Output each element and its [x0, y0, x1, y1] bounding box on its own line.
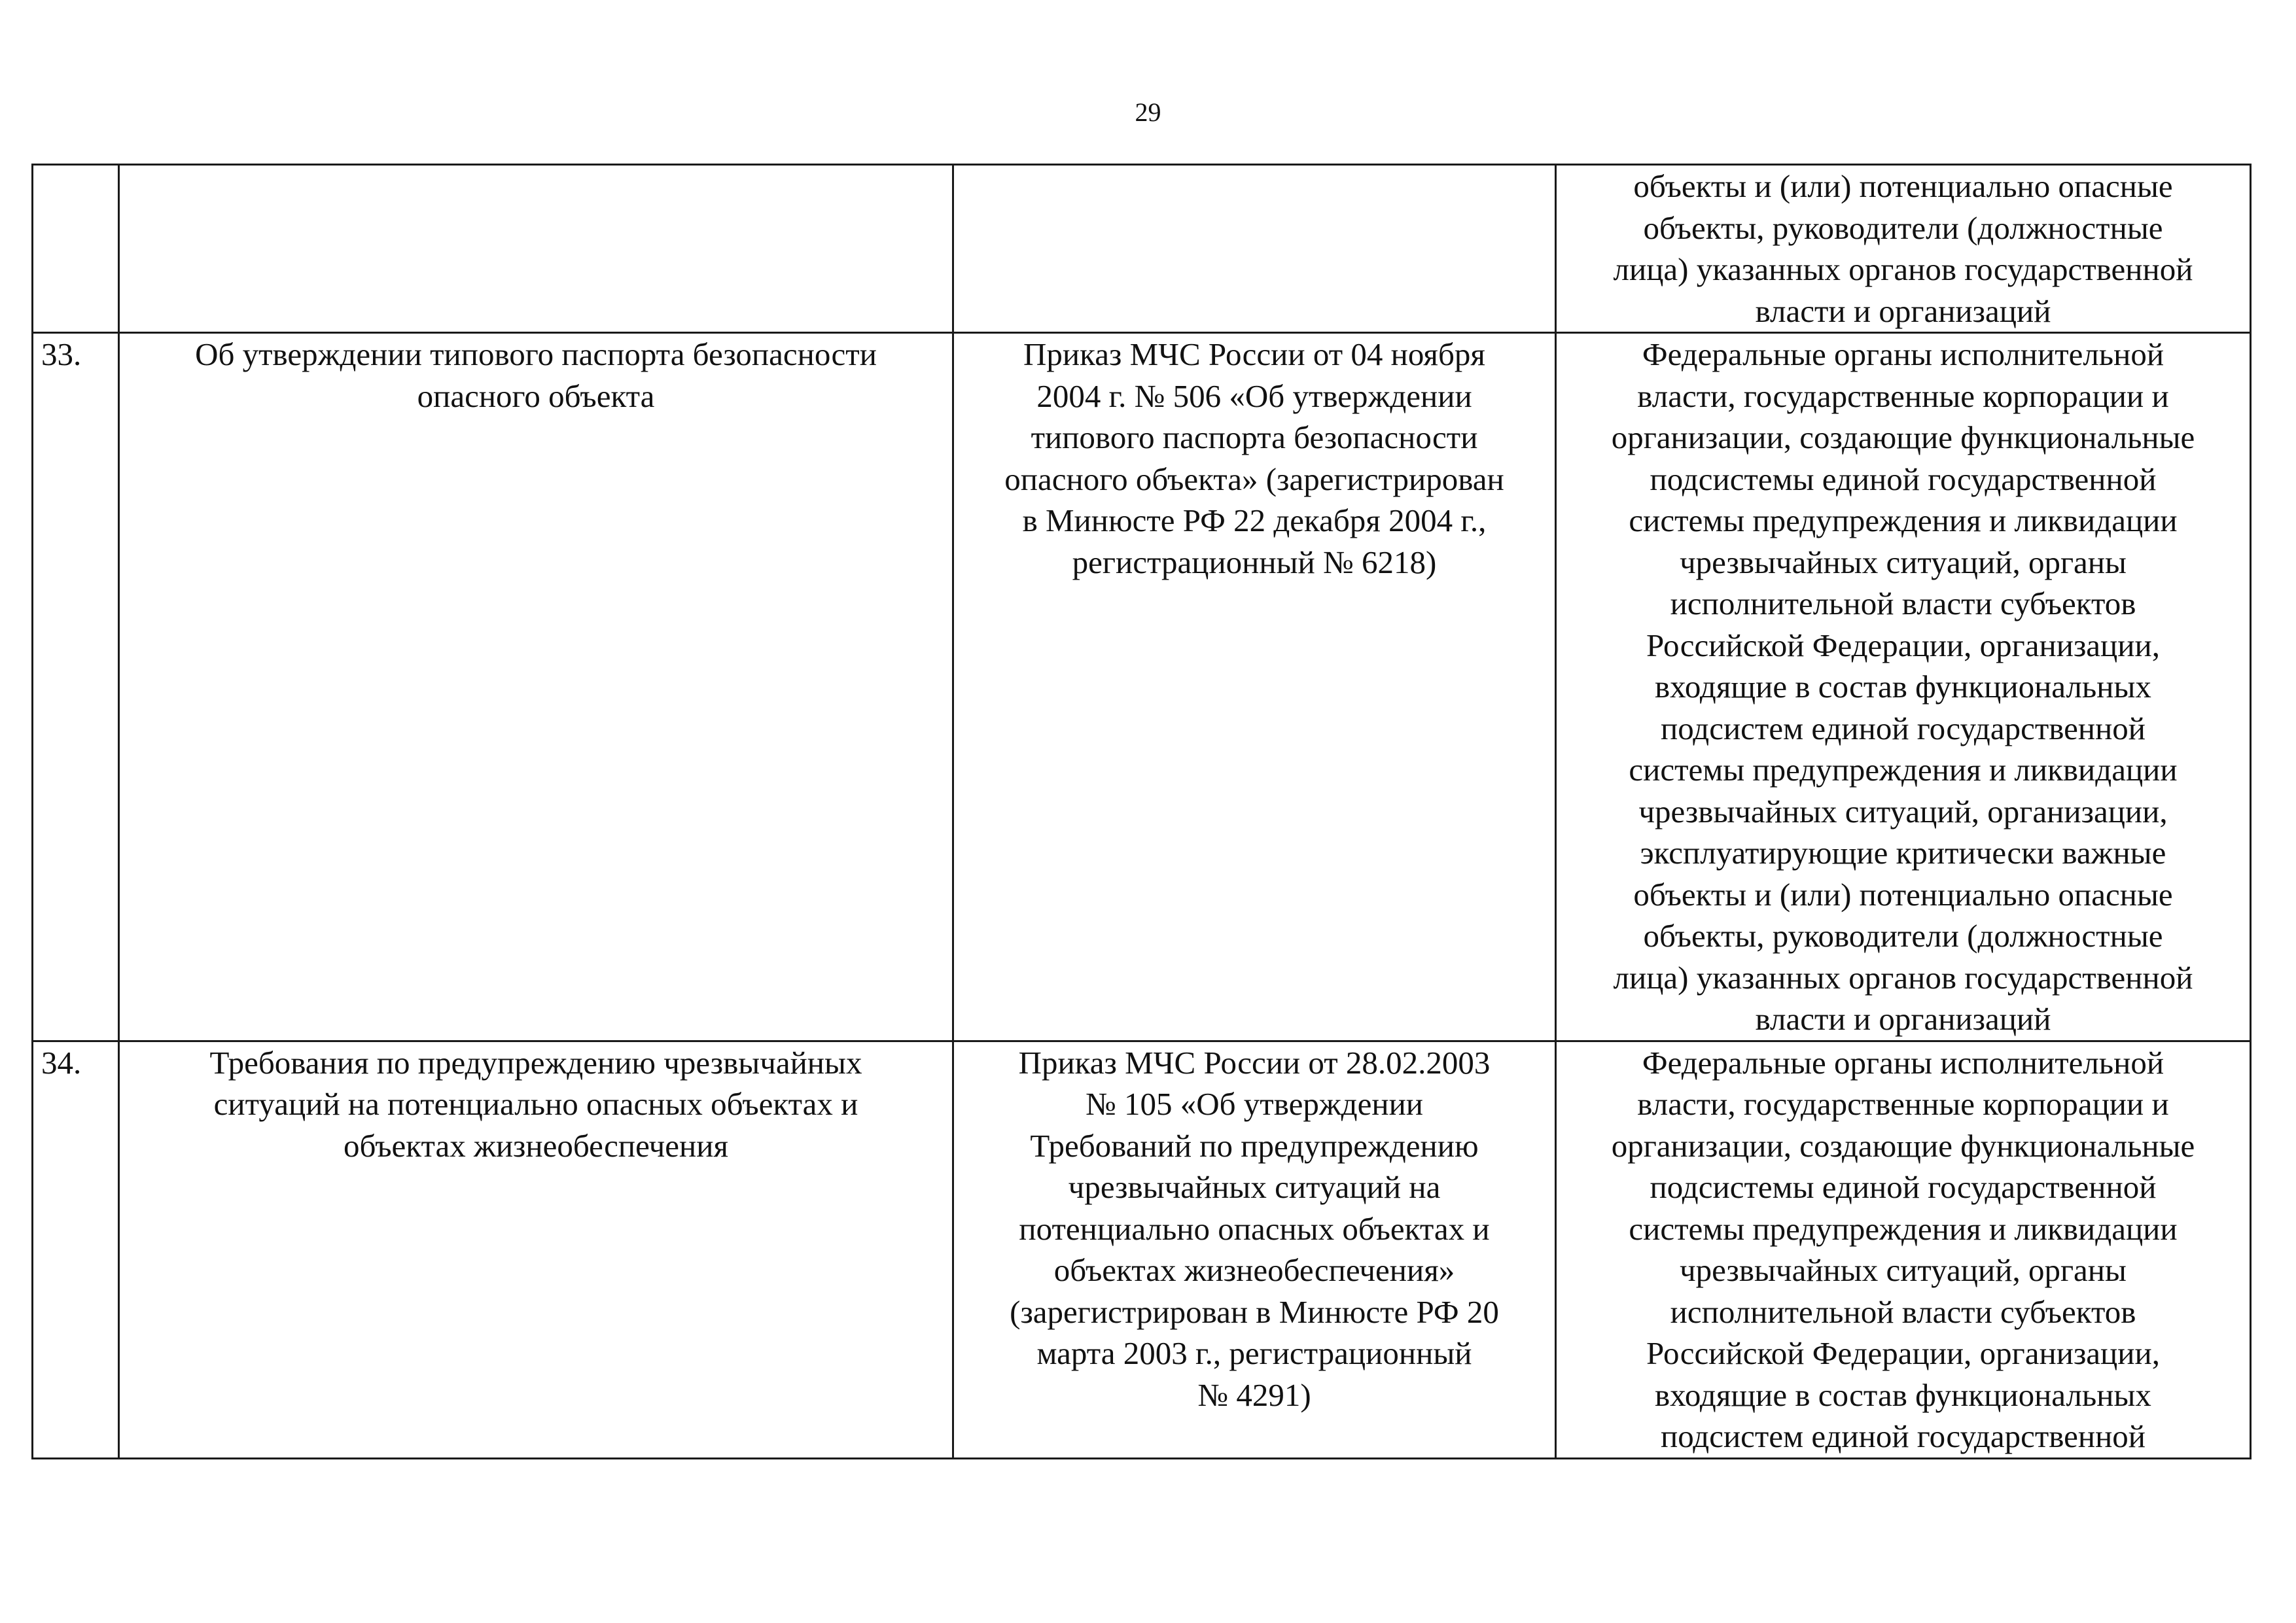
cell-text-line: в Минюсте РФ 22 декабря 2004 г.,	[1022, 502, 1487, 538]
cell-text-line: Требований по предупреждению	[1030, 1127, 1479, 1164]
cell-text-line: чрезвычайных ситуаций, органы	[1680, 544, 2127, 580]
cell-text-line: Российской Федерации, организации,	[1646, 1335, 2160, 1371]
cell-text-line: системы предупреждения и ликвидации	[1629, 1210, 2178, 1247]
requirements-table	[31, 164, 2252, 1459]
cell-text-line: эксплуатирующие критически важные	[1640, 835, 2166, 871]
cell-text-line: Об утверждении типового паспорта безопасности	[195, 336, 877, 372]
cell-text-line: Требования по предупреждению чрезвычайных	[209, 1044, 862, 1081]
cell-text-line: ситуаций на потенциально опасных объектах и	[213, 1086, 858, 1122]
cell-text-line: подсистемы единой государственной	[1650, 461, 2157, 497]
cell-text-line: опасного объекта	[417, 377, 655, 414]
obliged-subjects-cell	[1556, 333, 2251, 1041]
cell-text-line: подсистем единой государственной	[1660, 710, 2146, 746]
cell-text-line: власти и организаций	[1755, 1001, 2051, 1037]
cell-text-line: объектах жизнеобеспечения	[344, 1127, 728, 1164]
cell-text-line: типового паспорта безопасности	[1031, 419, 1478, 455]
legal-act-cell	[953, 1041, 1556, 1458]
row-number-cell: 33.	[33, 333, 119, 1041]
table-row	[33, 1041, 2251, 1458]
obliged-subjects-cell	[1556, 165, 2251, 333]
cell-text-line: (зарегистрирован в Минюсте РФ 20	[1010, 1293, 1499, 1330]
cell-text-line: исполнительной власти субъектов	[1670, 1293, 2136, 1330]
requirement-title-cell	[119, 333, 953, 1041]
table-row	[33, 165, 2251, 333]
table-row	[33, 333, 2251, 1041]
cell-text-line: объектах жизнеобеспечения»	[1053, 1252, 1455, 1288]
cell-text-line: системы предупреждения и ликвидации	[1629, 502, 2178, 538]
cell-text-line: подсистемы единой государственной	[1650, 1169, 2157, 1205]
cell-text-line: входящие в состав функциональных	[1655, 669, 2151, 705]
page-number: 29	[1135, 97, 1161, 127]
cell-text-line: лица) указанных органов государственной	[1613, 959, 2193, 996]
cell-text-line: объекты, руководители (должностные	[1643, 918, 2163, 954]
cell-text-line: объекты и (или) потенциально опасные	[1633, 876, 2173, 913]
cell-text-line: лица) указанных органов государственной	[1613, 251, 2193, 287]
cell-text-line: чрезвычайных ситуаций на	[1068, 1169, 1441, 1205]
cell-text-line: № 105 «Об утверждении	[1085, 1086, 1424, 1122]
cell-text-line: Приказ МЧС России от 28.02.2003	[1018, 1044, 1491, 1081]
cell-text-line: входящие в состав функциональных	[1655, 1376, 2151, 1413]
cell-text-line: власти, государственные корпорации и	[1637, 377, 2169, 414]
cell-text-line: чрезвычайных ситуаций, организации,	[1638, 793, 2168, 829]
cell-text-line: организации, создающие функциональные	[1611, 1127, 2195, 1164]
cell-text-line: исполнительной власти субъектов	[1670, 585, 2136, 621]
cell-text-line: объекты, руководители (должностные	[1643, 209, 2163, 246]
cell-text-line: регистрационный № 6218)	[1072, 544, 1437, 580]
cell-text-line: Приказ МЧС России от 04 ноября	[1023, 336, 1485, 372]
cell-text-line: марта 2003 г., регистрационный	[1036, 1335, 1472, 1371]
cell-text-line: 2004 г. № 506 «Об утверждении	[1036, 377, 1472, 414]
requirement-title-cell	[119, 1041, 953, 1458]
cell-text-line: объекты и (или) потенциально опасные	[1633, 168, 2173, 204]
cell-text-line: системы предупреждения и ликвидации	[1629, 752, 2178, 788]
cell-text-line: потенциально опасных объектах и	[1019, 1210, 1490, 1247]
requirement-title-cell	[119, 165, 953, 333]
cell-text-line: опасного объекта» (зарегистрирован	[1004, 461, 1504, 497]
legal-act-cell	[953, 165, 1556, 333]
cell-text-line: Российской Федерации, организации,	[1646, 627, 2160, 663]
cell-text-line: организации, создающие функциональные	[1611, 419, 2195, 455]
cell-text-line: № 4291)	[1197, 1376, 1311, 1413]
cell-text-line: Федеральные органы исполнительной	[1642, 336, 2164, 372]
legal-act-cell	[953, 333, 1556, 1041]
cell-text-line: власти, государственные корпорации и	[1637, 1086, 2169, 1122]
row-number-cell: 34.	[33, 1041, 119, 1458]
row-number-cell	[33, 165, 119, 333]
obliged-subjects-cell	[1556, 1041, 2251, 1458]
cell-text-line: чрезвычайных ситуаций, органы	[1680, 1252, 2127, 1288]
cell-text-line: подсистем единой государственной	[1660, 1418, 2146, 1454]
cell-text-line: власти и организаций	[1755, 292, 2051, 329]
cell-text-line: Федеральные органы исполнительной	[1642, 1044, 2164, 1081]
